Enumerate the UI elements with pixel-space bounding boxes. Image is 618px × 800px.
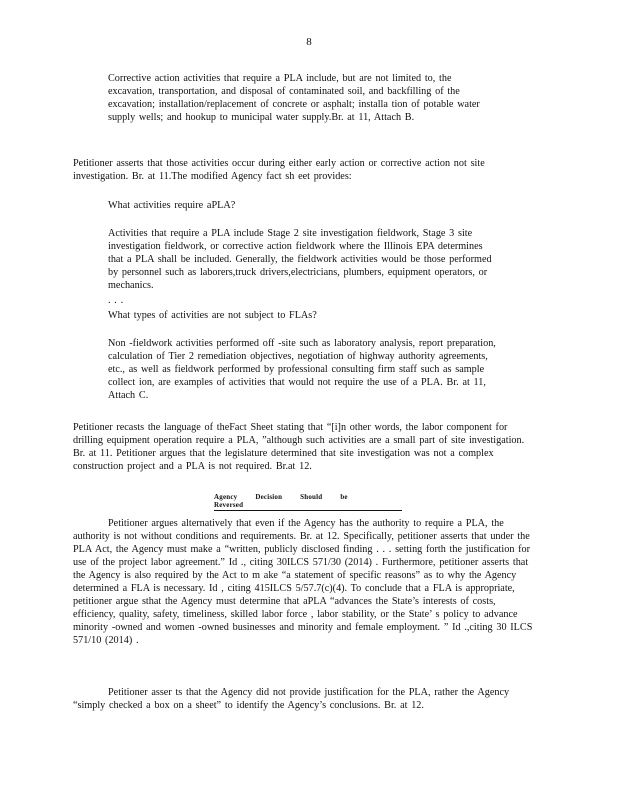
ellipsis: . . . [108,295,124,306]
block-quote-activities-require: Activities that require a PLA include Stage 2 site investigation fieldwork, Stage 3 site investigation fieldwork, or corrective action fieldwork where the Illinois EPA determines that a PLA shall be included. Generally, the fieldwork activities would be those performed by personnel such as laborers,truck drivers,electricians, plumbers, equipment operators, or mechanics. [108,228,492,291]
paragraph-recasts: Petitioner recasts the language of theFact Sheet stating that “[i]n other words, the labor component for drilling equipment operation require a PLA, ”although such activities are a small part of site investigation. Br. at 11. Petitioner argues that the legislature determined that site investigation was not a complex construction project and a PLA is not required. Br.at 12. [73,422,525,472]
heading-word: be [340,493,348,501]
block-quote-pla-activities: Corrective action activities that require a PLA include, but are not limited to, the excavation, transportation, and disposal of contaminated soil, and backfilling of the excavation; installation/replacement of concrete or asphalt; installa tion of potable water supply wells; and hookup to municipal water supply.Br. at 11, Attach B. [108,73,480,123]
paragraph-no-justification: Petitioner asser ts that the Agency did not provide justification for the PLA, rather the Agency “simply checked a box on a sheet” to identify the Agency’s conclusions. Br. at 12. [73,687,510,711]
heading-word: Should [300,493,323,501]
question-what-types: What types of activities are not subject to FLAs? [108,310,317,321]
paragraph-petitioner-asserts: Petitioner asserts that those activities occur during either early action or corrective action not site investigation. Br. at 11.The modified Agency fact sh eet provides: [73,158,485,182]
question-what-activities: What activities require aPLA? [108,200,236,211]
heading-word: Agency [214,493,238,501]
block-quote-non-fieldwork: Non -fieldwork activities performed off -site such as laboratory analysis, report preparation, calculation of Tier 2 remediation objectives, negotiation of highway authority agreements, etc., as well as fieldwork performed by professional consulting firm staff such as sample collect ion, are examples of activities that would not require the use of a PLA. Br. at 11, Attach C. [108,338,496,401]
heading-word: Decision [255,493,283,501]
paragraph-argues-alternatively: Petitioner argues alternatively that even if the Agency has the authority to require a PLA, the authority is not without conditions and requirements. Br. at 12. Specifically, petitioner asserts that under the PLA Act, the Agency must make a “written, publicly disclosed finding . . . setting forth the justification for use of the project labor agreement.” Id ., citing 30ILCS 571/30 (2014) . Furthermore, petitioner asserts that the Agency is also required by the Act to m ake “a statement of specific reasons” as to why the Agency determined a FLA is necessary. Id , citing 415ILCS 5/57.7(c)(4). To conclude that a FLA is appropriate, petitioner argue sthat the Agency must determine that aPLA “advances the State’s interests of costs, efficiency, quality, safety, timeliness, skilled labor force , labor stability, or the State’ s policy to advance minority -owned and women -owned businesses and minority and female employment. ” Id .,citing 30 ILCS 571/10 (2014) . [73,518,533,646]
heading-word: Reversed [214,501,244,509]
section-heading [214,493,402,511]
page-number: 8 [306,36,312,48]
